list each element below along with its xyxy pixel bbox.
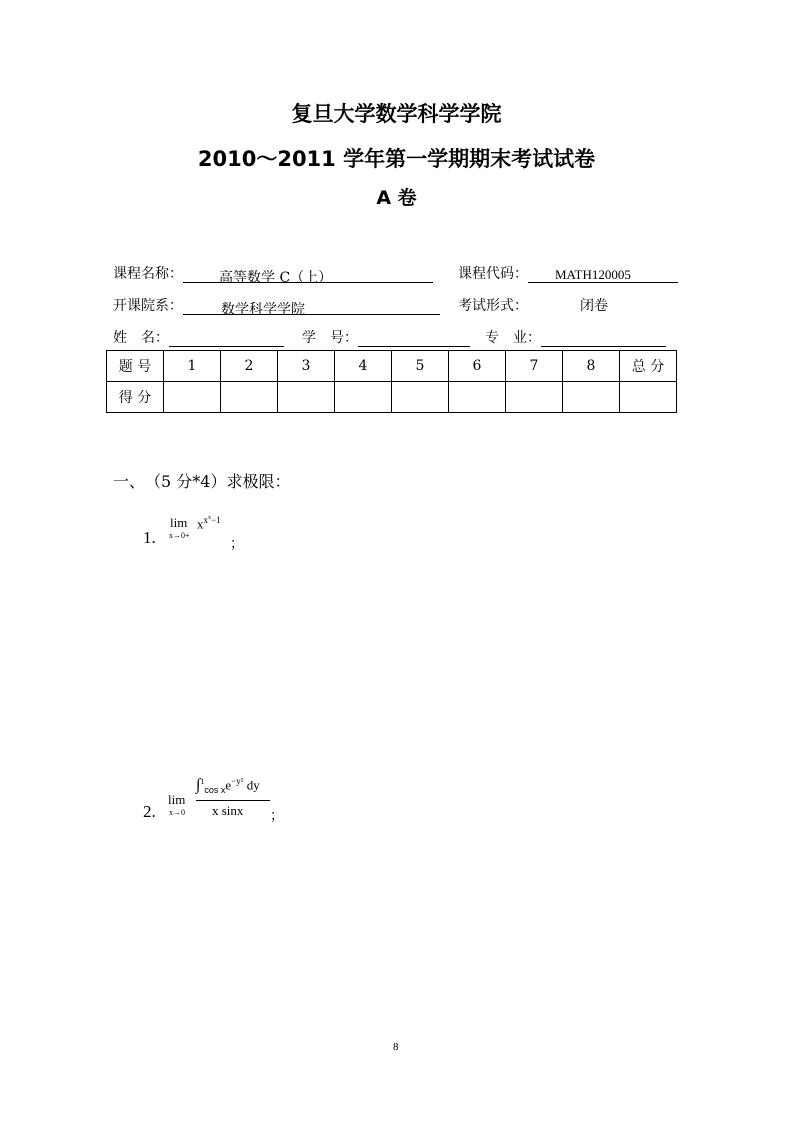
base: x [197,516,204,532]
section-title: 一、 （5 分*4）求极限： [113,472,291,491]
exp: x [203,515,208,525]
problem-2-number: 2. [143,802,156,821]
int-lower: cos x [204,784,226,795]
header-cell: 8 [563,351,620,382]
problem-2-end: ； [270,808,284,824]
dy: dy [243,777,260,793]
score-cell[interactable] [221,382,278,413]
name-field[interactable] [169,330,284,347]
problem-2-numerator [196,776,260,795]
score-row [107,382,677,413]
score-table [106,350,677,413]
score-row-label: 得 分 [107,382,164,413]
course-name-value: 高等数学 C（上） [183,267,433,283]
exam-form-label: 考试形式： [458,298,528,314]
id-row [302,327,470,347]
problem-2-lim: lim [168,792,186,807]
problem-2-denominator: x sinx [212,803,244,818]
dept-value: 数学科学学院 [183,299,440,315]
id-label: 学 号： [302,330,358,346]
integrand-exp: −y² [231,776,244,786]
id-field[interactable] [358,330,470,347]
problem-2-sub: x→0 [169,808,185,817]
dept-label: 开课院系： [113,298,183,314]
exp-tail: −1 [211,515,221,525]
dept-row [113,295,440,318]
int-upper: 1 [200,777,205,786]
score-cell[interactable] [449,382,506,413]
header-cell: 2 [221,351,278,382]
header-cell: 总 分 [620,351,677,382]
problem-1-base [197,515,221,532]
exp2: x [208,515,211,521]
integrand: e [225,777,232,793]
name-label: 姓 名： [113,330,169,346]
course-name-row [113,263,433,286]
score-cell[interactable] [278,382,335,413]
score-cell[interactable] [620,382,677,413]
header-cell: 1 [164,351,221,382]
major-row [485,327,666,347]
course-name-label: 课程名称： [113,266,183,282]
header-cell: 5 [392,351,449,382]
score-cell[interactable] [335,382,392,413]
page-number: 8 [393,1041,399,1053]
course-code-value: MATH120005 [528,267,678,283]
header-cell: 题 号 [107,351,164,382]
score-cell[interactable] [506,382,563,413]
integral-sign-icon: ∫ [196,776,201,794]
score-table-header [107,351,677,382]
major-label: 专 业： [485,330,541,346]
paper-label: A 卷 [376,187,417,209]
exam-title: 2010～2011 学年第一学期期末考试试卷 [197,147,596,171]
course-code-label: 课程代码： [458,266,528,282]
score-cell[interactable] [563,382,620,413]
header-cell: 6 [449,351,506,382]
exam-form-value: 闭卷 [580,298,608,314]
score-cell[interactable] [392,382,449,413]
score-cell[interactable] [164,382,221,413]
course-code-row [458,263,678,283]
problem-1-number: 1. [143,528,156,547]
fraction-bar [196,800,270,801]
problem-1-sub: x→0+ [169,531,190,540]
header-cell: 3 [278,351,335,382]
exam-form-row [458,295,608,315]
problem-1-lim: lim [170,515,188,530]
major-field[interactable] [541,330,666,347]
school-title: 复旦大学数学科学学院 [291,102,502,126]
header-cell: 7 [506,351,563,382]
header-cell: 4 [335,351,392,382]
problem-1-end: ； [230,536,244,552]
name-row [113,327,284,347]
